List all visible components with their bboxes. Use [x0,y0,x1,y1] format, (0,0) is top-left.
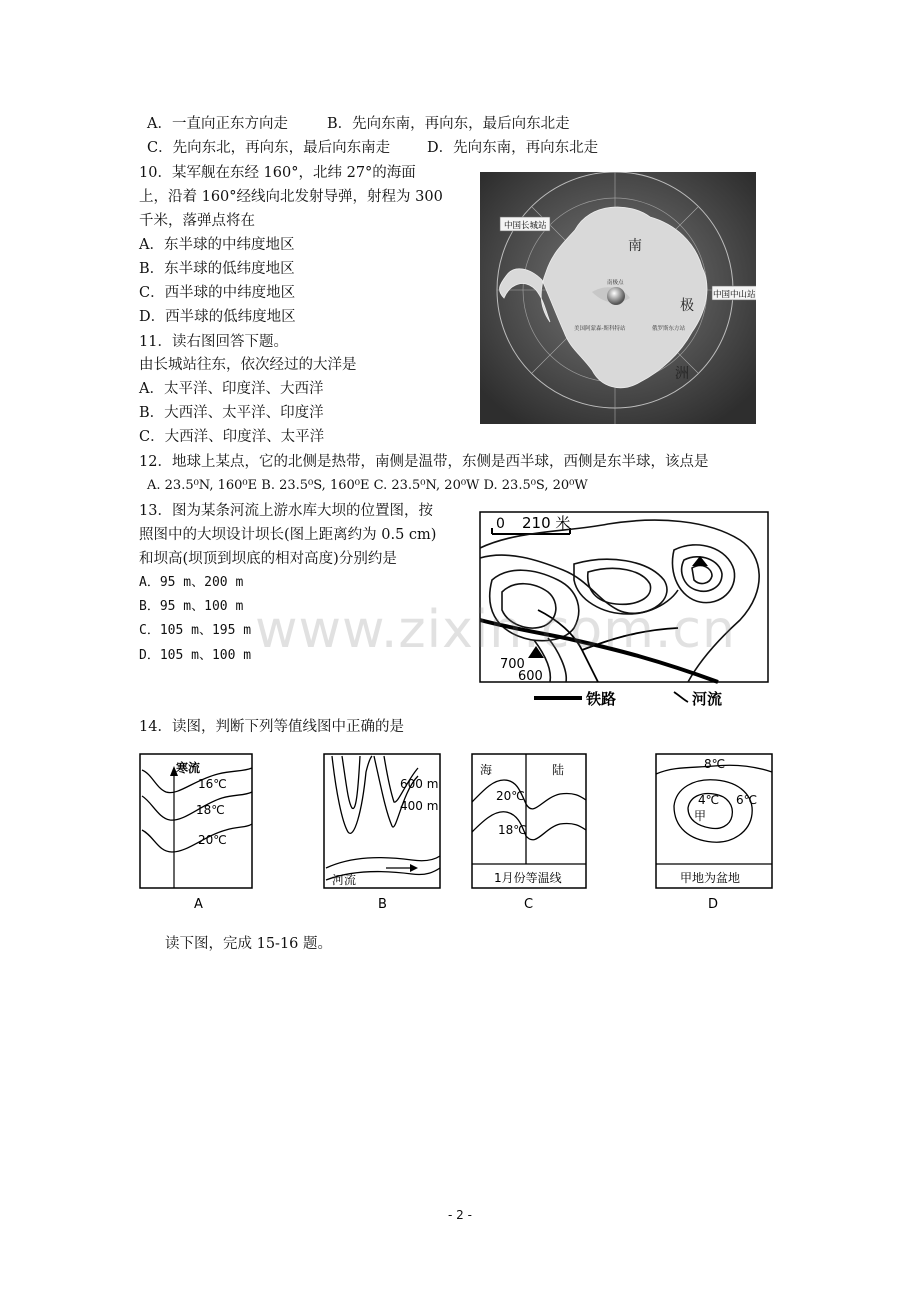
iso-c-sea: 海 [480,763,493,777]
antarctica-map [480,172,756,424]
q11-option-c: C．大西洋、印度洋、太平洋 [139,429,325,445]
q10-option-d: D．西半球的低纬度地区 [139,309,296,325]
scale-label: 210 米 [522,514,571,532]
q10-stem-line3: 千米，落弹点将在 [139,213,255,229]
isoline-diagram-c [470,752,592,916]
iso-d-8: 8℃ [704,757,726,771]
iso-c-land: 陆 [552,763,565,777]
iso-a-16: 16℃ [198,777,227,791]
q10-option-a: A．东半球的中纬度地区 [139,237,295,253]
iso-d-6: 6℃ [736,793,758,807]
iso-c-20: 20℃ [496,789,525,803]
q13-option-c: C．105 m、195 m [139,623,252,638]
us-station-label: 美国阿蒙森-斯科特站 [574,326,626,332]
iso-a-18: 18℃ [196,803,225,817]
q11-option-a: A．太平洋、印度洋、大西洋 [139,381,324,397]
q12-stem: 12．地球上某点，它的北侧是热带，南侧是温带，东侧是西半球，西侧是东半球，该点是 [139,454,709,470]
iso-c-box: 1月份等温线 [494,871,562,885]
q13-stem-line2: 照图中的大坝设计坝长(图上距离约为 0.5 cm) [139,527,437,543]
q10-option-b: B．东半球的低纬度地区 [139,261,295,277]
caption-a: A [194,897,203,912]
iso-c-18: 18℃ [498,823,527,837]
iso-b-river: 河流 [332,873,357,887]
scale-zero: 0 [496,516,505,532]
caption-d: D [708,897,719,912]
q9-option-d: D．先向东南，再向东北走 [427,140,599,156]
q13-option-d: D．105 m、100 m [139,648,252,663]
q11-option-b: B．大西洋、太平洋、印度洋 [139,405,324,421]
q15-16-intro: 读下图，完成 15-16 题。 [165,936,333,952]
q12-options: A. 23.5⁰N, 160⁰E B. 23.5⁰S, 160⁰E C. 23.5⁰N, 20⁰W D. 23.5⁰S, 20⁰W [147,478,588,493]
q9-option-a: A．一直向正东方向走 [147,116,288,132]
legend-river-symbol [674,692,688,702]
iso-b-600: 600 m [400,777,439,791]
station-great-wall: 中国长城站 [504,221,547,231]
contour-700: 700 [500,657,525,672]
q11-stem-line2: 由长城站往东，依次经过的大洋是 [139,357,357,373]
q10-stem-line2: 上，沿着 160°经线向北发射导弹，射程为 300 [139,189,443,205]
cold-current-label: 寒流 [176,761,201,775]
contour-600: 600 [518,669,543,684]
iso-a-20: 20℃ [198,833,227,847]
legend-river: 河流 [692,690,723,708]
map-char-zhou: 洲 [675,366,689,382]
legend-railway: 铁路 [586,690,617,708]
q9-option-c: C．先向东北，再向东，最后向东南走 [147,140,391,156]
iso-d-box: 甲地为盆地 [680,871,741,885]
map-char-ji: 极 [680,298,694,314]
isoline-diagram-b [322,752,446,912]
q9-option-b: B．先向东南，再向东，最后向东北走 [327,116,570,132]
iso-d-4: 4℃ [698,793,720,807]
iso-b-400: 400 m [400,799,439,813]
map-char-nan: 南 [628,238,642,254]
q13-stem-line3: 和坝高(坝顶到坝底的相对高度)分别约是 [139,551,397,567]
q14-stem: 14．读图，判断下列等值线图中正确的是 [139,719,404,735]
iso-d-jia: 甲 [694,809,707,823]
isoline-diagram-d [654,752,782,914]
page-number: - 2 - [448,1208,472,1222]
q13-option-b: B．95 m、100 m [139,599,244,614]
caption-b: B [378,897,387,912]
q11-stem-line1: 11．读右图回答下题。 [139,334,288,350]
station-zhongshan: 中国中山站 [713,290,756,300]
q13-option-a: A．95 m、200 m [139,575,244,590]
q10-stem-line1: 10．某军舰在东经 160°，北纬 27°的海面 [139,165,416,181]
caption-c: C [524,897,534,912]
south-pole-label: 南极点 [607,280,624,286]
russia-station-label: 俄罗斯东方站 [652,326,686,332]
isoline-diagram-a [138,752,258,912]
q10-option-c: C．西半球的中纬度地区 [139,285,296,301]
q13-stem-line1: 13．图为某条河流上游水库大坝的位置图，按 [139,503,433,519]
watermark: www.zixin.com.cn [255,600,736,660]
